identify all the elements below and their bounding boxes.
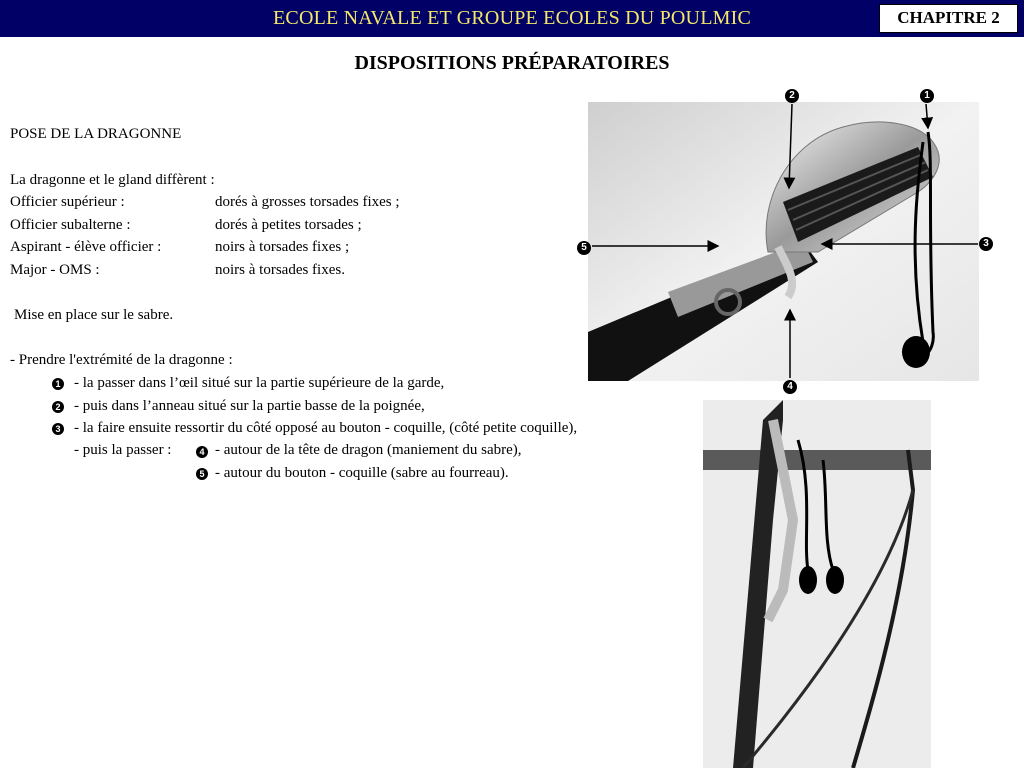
- substep-text: - autour de la tête de dragon (maniement du sabre),: [215, 442, 522, 458]
- step-number-badge: 2: [52, 401, 64, 413]
- step-text: - la faire ensuite ressortir du côté opposé au bouton - coquille, (côté petite coquille),: [74, 420, 578, 436]
- step-number-badge: 4: [196, 446, 208, 458]
- section-heading: POSE DE LA DRAGONNE: [10, 126, 182, 142]
- callout-badge: 5: [577, 241, 591, 255]
- rank-description: noirs à torsades fixes ;: [215, 239, 350, 255]
- intro-text: La dragonne et le gland diffèrent :: [10, 172, 215, 188]
- school-title: ECOLE NAVALE ET GROUPE ECOLES DU POULMIC: [272, 7, 752, 29]
- step-number-badge: 5: [196, 468, 208, 480]
- rank-label: Officier subalterne :: [10, 217, 131, 233]
- chapter-badge: CHAPITRE 2: [879, 4, 1018, 33]
- sabre-scabbard-photo: [703, 400, 931, 768]
- rank-description: dorés à petites torsades ;: [215, 217, 362, 233]
- puis-text: - puis la passer :: [74, 442, 172, 458]
- callout-badge: 1: [920, 89, 934, 103]
- step-number-badge: 1: [52, 378, 64, 390]
- rank-label: Officier supérieur :: [10, 194, 125, 210]
- rank-label: Aspirant - élève officier :: [10, 239, 162, 255]
- sabre-hilt-photo: [588, 102, 979, 381]
- rank-description: noirs à torsades fixes.: [215, 262, 345, 278]
- rank-label: Major - OMS :: [10, 262, 100, 278]
- step-text: - la passer dans l’œil situé sur la partie supérieure de la garde,: [74, 375, 445, 391]
- callout-badge: 2: [785, 89, 799, 103]
- callout-badge: 3: [979, 237, 993, 251]
- header-bar: [0, 0, 1024, 37]
- mise-en-place-text: Mise en place sur le sabre.: [14, 307, 174, 323]
- step-number-badge: 3: [52, 423, 64, 435]
- step-text: - puis dans l’anneau situé sur la partie basse de la poignée,: [74, 398, 425, 414]
- substep-text: - autour du bouton - coquille (sabre au fourreau).: [215, 465, 509, 481]
- rank-description: dorés à grosses torsades fixes ;: [215, 194, 400, 210]
- callout-badge: 4: [783, 380, 797, 394]
- prendre-text: - Prendre l'extrémité de la dragonne :: [10, 352, 233, 368]
- page-title: DISPOSITIONS PRÉPARATOIRES: [354, 52, 670, 74]
